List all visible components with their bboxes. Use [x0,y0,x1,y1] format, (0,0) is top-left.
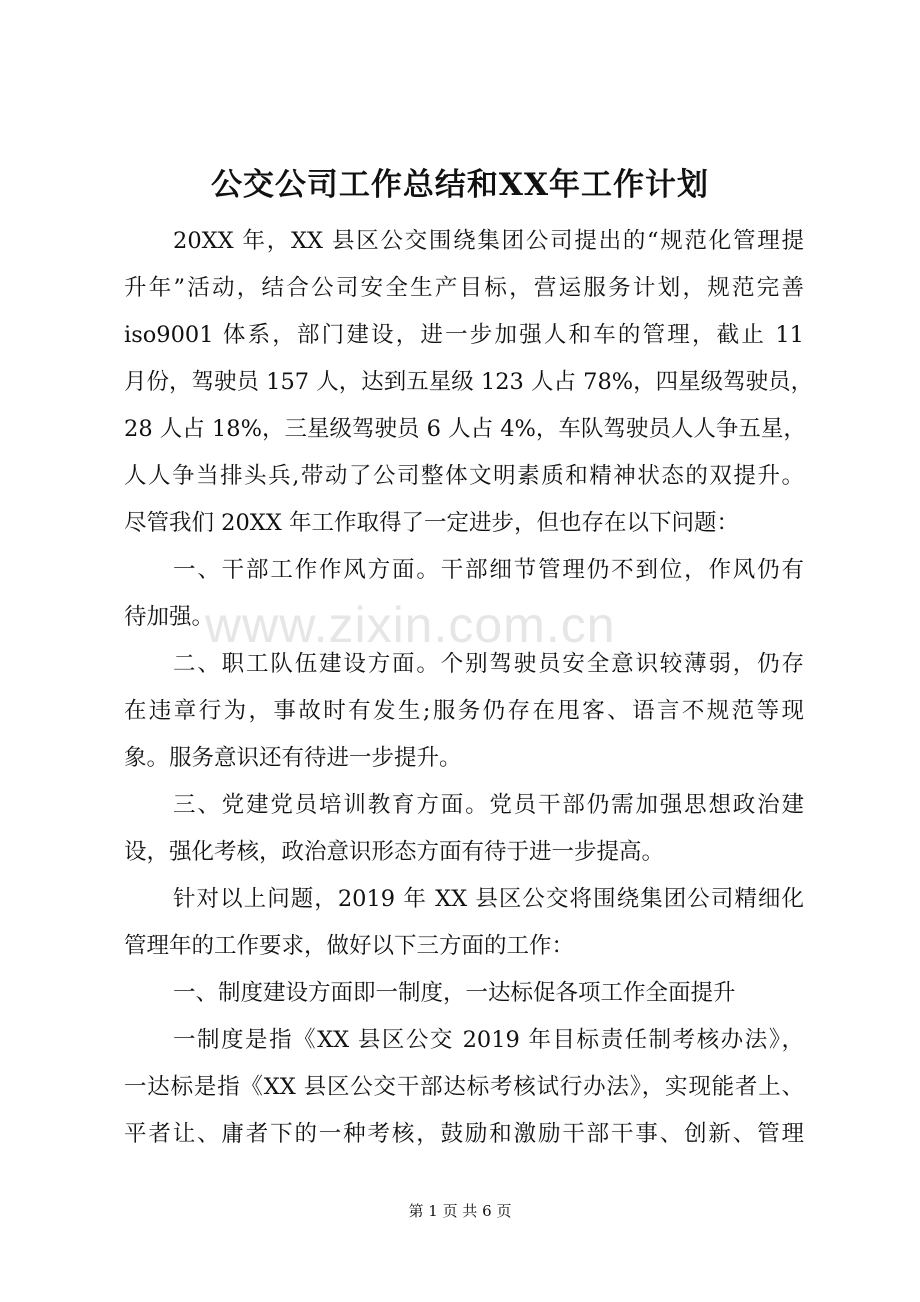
document-title: 公交公司工作总结和XX年工作计划 [210,167,710,203]
paragraph-1-line-5: 28 人占 18%，三星级驾驶员 6 人占 4%，车队驾驶员人人争五星， [124,416,806,442]
paragraph-1-line-4: 月份，驾驶员 157 人，达到五星级 123 人占 78%，四星级驾驶员， [124,369,814,395]
paragraph-1-line-1: 20XX 年，XX 县区公交围绕集团公司提出的“规范化管理提 [173,228,804,254]
watermark: www.zixin.com.cn [205,597,616,653]
paragraph-5-line-1: 针对以上问题，2019 年 XX 县区公交将围绕集团公司精细化 [173,886,804,912]
paragraph-5-line-2: 管理年的工作要求，做好以下三方面的工作： [124,933,575,959]
paragraph-3-line-1: 二、职工队伍建设方面。个别驾驶员安全意识较薄弱，仍存 [173,651,804,677]
page-footer: 第 1 页 共 6 页 [408,1202,512,1220]
paragraph-3-line-3: 象。服务意识还有待进一步提升。 [124,745,462,771]
paragraph-6-line-1: 一制度是指《XX 县区公交 2019 年目标责任制考核办法》， [173,1027,804,1053]
paragraph-4-line-2: 设，强化考核，政治意识形态方面有待于进一步提高。 [124,839,665,865]
paragraph-3-line-2: 在违章行为，事故时有发生;服务仍存在甩客、语言不规范等现 [124,698,804,724]
paragraph-2-line-1: 一、干部工作作风方面。干部细节管理仍不到位，作风仍有 [173,557,804,583]
paragraph-6-line-3: 平者让、庸者下的一种考核，鼓励和激励干部干事、创新、管理 [124,1121,804,1147]
document-body [124,218,814,1158]
paragraph-1-line-2: 升年”活动，结合公司安全生产目标，营运服务计划，规范完善 [124,275,804,301]
section-heading-1: 一、制度建设方面即一制度，一达标促各项工作全面提升 [173,980,736,1006]
paragraph-1-line-7: 尽管我们 20XX 年工作取得了一定进步，但也存在以下问题： [124,510,739,536]
paragraph-6-line-2: 一达标是指《XX 县区公交干部达标考核试行办法》，实现能者上、 [124,1074,804,1100]
paragraph-2-line-2: 待加强。 [124,604,215,630]
paragraph-4-line-1: 三、党建党员培训教育方面。党员干部仍需加强思想政治建 [173,792,804,818]
paragraph-1-line-6: 人人争当排头兵,带动了公司整体文明素质和精神状态的双提升。 [124,463,804,489]
paragraph-1-line-3: iso9001 体系，部门建设，进一步加强人和车的管理，截止 11 [124,322,804,348]
